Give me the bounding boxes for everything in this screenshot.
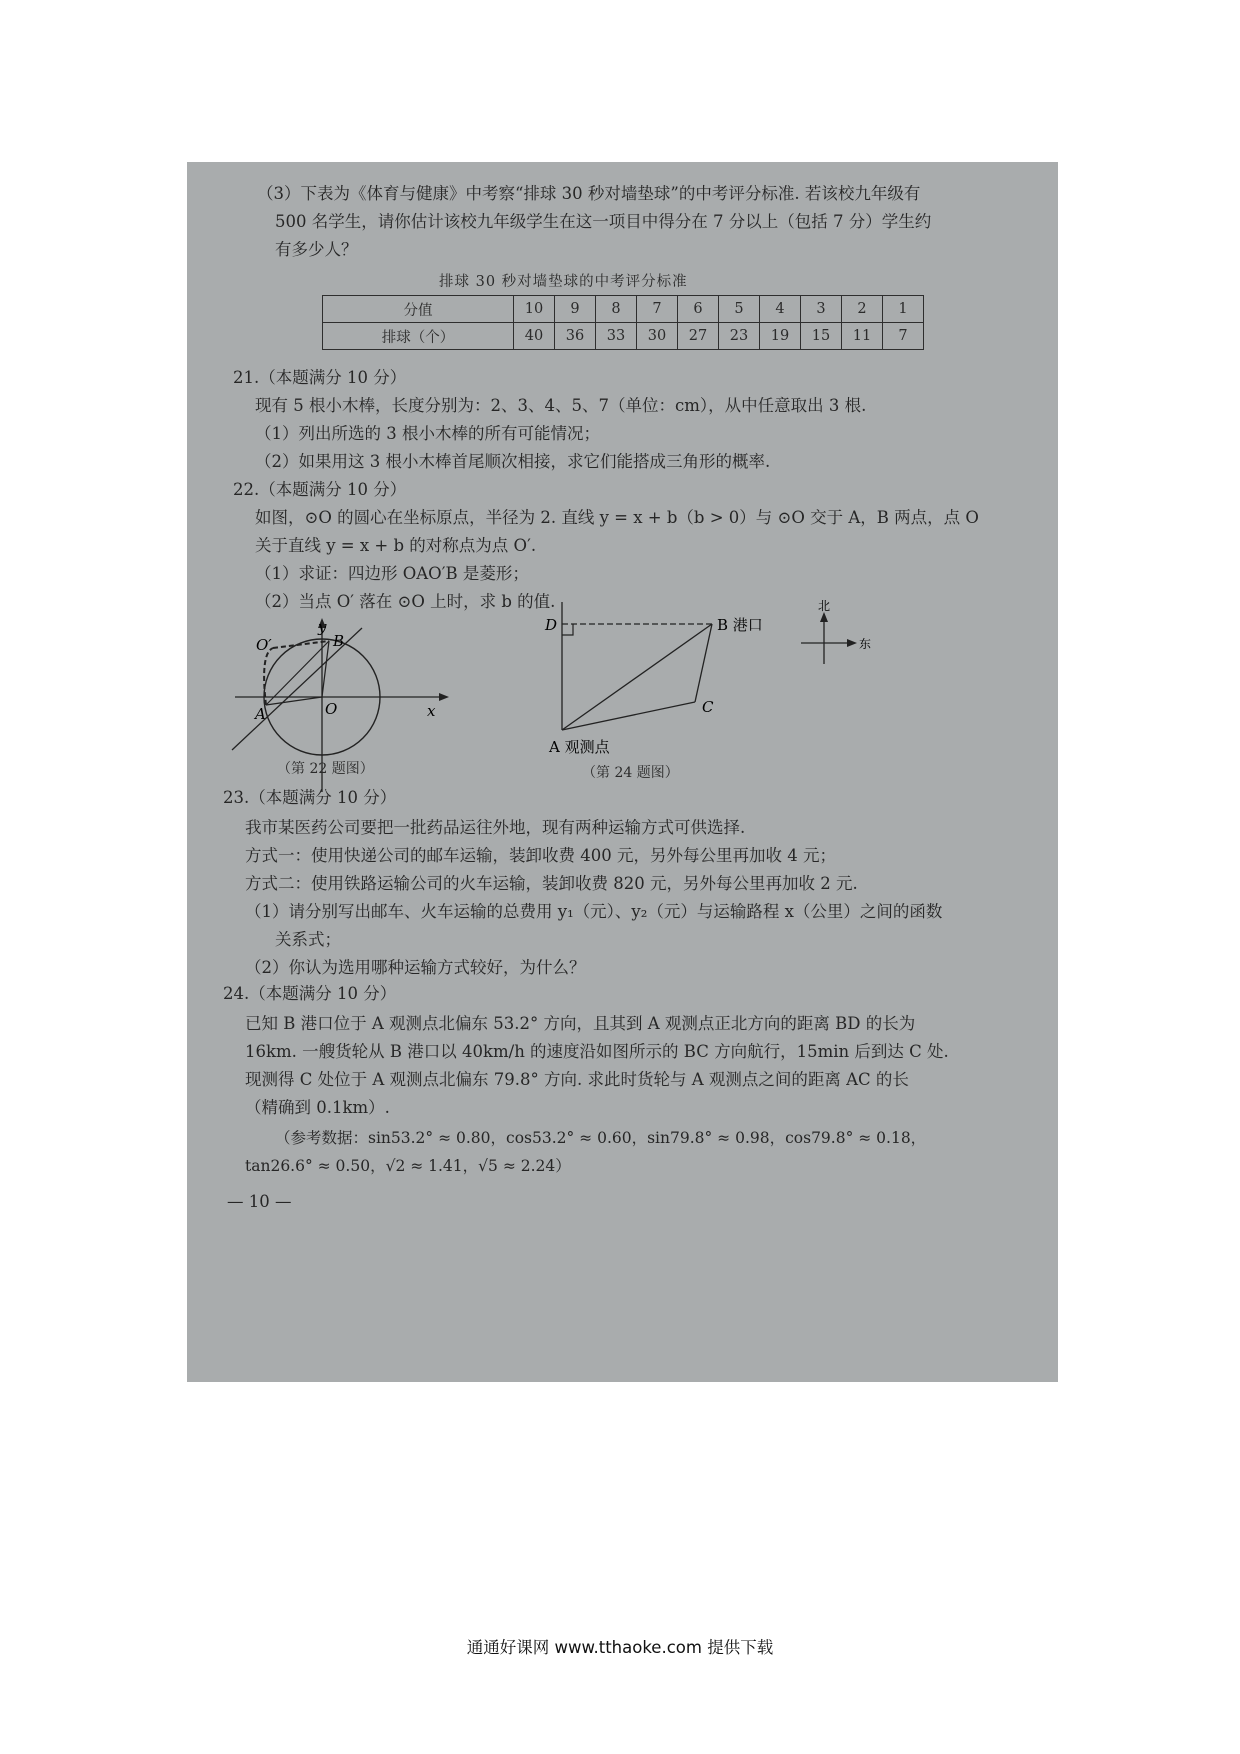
count-cell: 23	[719, 323, 760, 350]
table-row-counts	[323, 323, 924, 350]
q24-line3: 现测得 C 处位于 A 观测点北偏东 79.8° 方向. 求此时货轮与 A 观测点之间的距离 AC 的长	[245, 1070, 909, 1089]
x-axis-arrow	[439, 693, 449, 701]
q20-part3-line2: 500 名学生，请你估计该校九年级学生在这一项目中得分在 7 分以上（包括 7 分）学生约	[275, 212, 932, 231]
q23-line4: （1）请分别写出邮车、火车运输的总费用 y₁（元）、y₂（元）与运输路程 x（公里）之间的函数	[245, 902, 943, 921]
q21-line3: （2）如果用这 3 根小木棒首尾顺次相接，求它们能搭成三角形的概率.	[255, 452, 771, 471]
segment-BC	[695, 624, 712, 702]
compass-north-label: 北	[818, 599, 831, 613]
count-cell: 30	[637, 323, 678, 350]
label-C: C	[702, 698, 714, 716]
score-cell: 4	[760, 296, 801, 323]
score-cell: 9	[555, 296, 596, 323]
download-footer: 通通好课网 www.tthaoke.com 提供下载	[466, 1638, 774, 1657]
q23-line1: 我市某医药公司要把一批药品运往外地，现有两种运输方式可供选择.	[245, 818, 746, 837]
right-angle-mark	[562, 624, 573, 635]
label-x: x	[427, 702, 436, 720]
dashed-O-prime-B	[273, 641, 329, 648]
compass-east-arrow-icon	[847, 639, 857, 647]
count-cell: 7	[883, 323, 924, 350]
score-cell: 1	[883, 296, 924, 323]
q24-line4: （精确到 0.1km）.	[245, 1098, 390, 1117]
q23-title: 23.（本题满分 10 分）	[223, 788, 397, 807]
q22-line4: （2）当点 O′ 落在 ⊙O 上时，求 b 的值.	[255, 592, 556, 611]
row-header-score: 分值	[323, 296, 514, 323]
q24-title: 24.（本题满分 10 分）	[223, 984, 397, 1003]
q24-reference-line2: tan26.6° ≈ 0.50，√2 ≈ 1.41，√5 ≈ 2.24）	[245, 1157, 571, 1175]
figure-24-drawing	[537, 599, 872, 760]
q21-line1: 现有 5 根小木棒，长度分别为：2、3、4、5、7（单位：cm），从中任意取出 3 根.	[255, 396, 867, 415]
score-cell: 5	[719, 296, 760, 323]
compass-north-arrow-icon	[820, 612, 828, 622]
q21-line2: （1）列出所选的 3 根小木棒的所有可能情况；	[255, 424, 600, 443]
q24-reference-line1: （参考数据：sin53.2° ≈ 0.80，cos53.2° ≈ 0.60，sin79.8° ≈ 0.98，cos79.8° ≈ 0.18，	[275, 1129, 927, 1147]
figure-24-caption: （第 24 题图）	[582, 765, 679, 781]
count-cell: 19	[760, 323, 801, 350]
scanned-exam-page	[187, 162, 1058, 1382]
score-cell: 8	[596, 296, 637, 323]
segment-OA	[266, 697, 322, 705]
chord-AB	[266, 641, 329, 705]
score-cell: 6	[678, 296, 719, 323]
score-cell: 2	[842, 296, 883, 323]
label-O-prime: O′	[256, 636, 272, 654]
label-y: y	[318, 618, 327, 636]
q20-part3-line3: 有多少人？	[275, 240, 358, 259]
compass-east-label: 东	[859, 637, 872, 651]
label-O: O	[325, 700, 338, 718]
q22-title: 22.（本题满分 10 分）	[233, 480, 407, 499]
count-cell: 33	[596, 323, 637, 350]
q22-line3: （1）求证：四边形 OAO′B 是菱形；	[255, 564, 529, 583]
count-cell: 15	[801, 323, 842, 350]
page-number: — 10 —	[227, 1192, 292, 1211]
q23-line6: （2）你认为选用哪种运输方式较好，为什么？	[245, 958, 586, 977]
label-B-port: B 港口	[717, 616, 763, 634]
figure-22-caption: （第 22 题图）	[277, 761, 374, 777]
label-D: D	[545, 616, 558, 634]
q23-line2: 方式一：使用快递公司的邮车运输，装卸收费 400 元，另外每公里再加收 4 元；	[245, 846, 836, 865]
label-B: B	[333, 632, 345, 650]
q23-line5: 关系式；	[275, 930, 341, 949]
scoring-table	[322, 295, 924, 350]
q24-line1: 已知 B 港口位于 A 观测点北偏东 53.2° 方向，且其到 A 观测点正北方向的距离 BD 的长为	[245, 1014, 916, 1033]
score-cell: 7	[637, 296, 678, 323]
count-cell: 40	[514, 323, 555, 350]
figure-24	[537, 599, 872, 760]
q22-line1: 如图，⊙O 的圆心在坐标原点，半径为 2. 直线 y = x + b（b > 0）与 ⊙O 交于 A，B 两点，点 O	[255, 508, 979, 527]
q23-line3: 方式二：使用铁路运输公司的火车运输，装卸收费 820 元，另外每公里再加收 2 元.	[245, 874, 858, 893]
table-row-scores	[323, 296, 924, 323]
q20-part3-line1: （3）下表为《体育与健康》中考察“排球 30 秒对墙垫球”的中考评分标准. 若该校九年级有	[257, 184, 921, 203]
q24-line2: 16km. 一艘货轮从 B 港口以 40km/h 的速度沿如图所示的 BC 方向航行，15min 后到达 C 处.	[245, 1042, 949, 1061]
count-cell: 27	[678, 323, 719, 350]
row-header-count: 排球（个）	[323, 323, 514, 350]
score-cell: 3	[801, 296, 842, 323]
q22-line2: 关于直线 y = x + b 的对称点为点 O′.	[255, 536, 537, 555]
q21-title: 21.（本题满分 10 分）	[233, 368, 407, 387]
label-A-observation: A 观测点	[549, 738, 610, 756]
count-cell: 11	[842, 323, 883, 350]
segment-OB	[322, 641, 329, 697]
label-A: A	[255, 705, 266, 723]
score-cell: 10	[514, 296, 555, 323]
count-cell: 36	[555, 323, 596, 350]
table-caption: 排球 30 秒对墙垫球的中考评分标准	[439, 274, 688, 290]
